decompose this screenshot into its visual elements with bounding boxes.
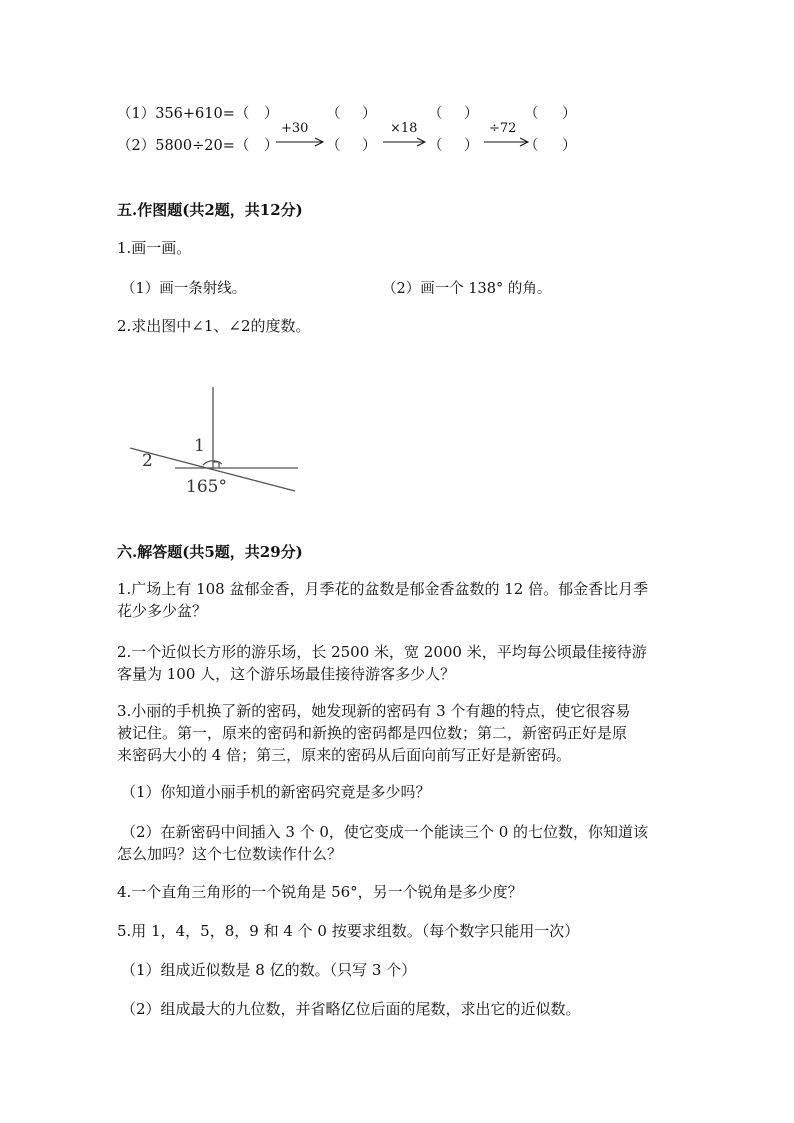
- row2-blank4-close: ）: [562, 138, 577, 154]
- s5-q2: 2.求出图中∠1、∠2的度数。: [117, 317, 311, 335]
- row2-label: （2）5800÷20=（: [117, 138, 250, 154]
- s6-q3-part2-line2: 怎么加吗？这个七位数读作什么？: [117, 845, 343, 863]
- angle-label-2: 2: [142, 451, 153, 471]
- s6-q5-part1: （1）组成近似数是 8 亿的数。（只写 3 个）: [121, 961, 417, 979]
- op-times-18: ×18: [390, 121, 418, 136]
- s6-q3-part1: （1）你知道小丽手机的新密码究竟是多少吗？: [121, 783, 431, 801]
- angle-label-1: 1: [194, 436, 205, 456]
- row1-blank1-close: ）: [264, 106, 279, 122]
- section6-heading: 六.解答题(共5题，共29分): [117, 543, 303, 561]
- s6-q3-line3: 来密码大小的 4 倍；第三，原来的密码从后面向前写正好是新密码。: [117, 746, 572, 764]
- angle-figure: [120, 385, 310, 500]
- row1-blank3-close: ）: [464, 106, 479, 122]
- row2-blank3-close: ）: [464, 138, 479, 154]
- row1-label: （1）356+610=（: [117, 106, 250, 122]
- s6-q5-part2: （2）组成最大的九位数，并省略亿位后面的尾数，求出它的近似数。: [121, 1000, 581, 1018]
- s6-q3-line2: 被记住。第一，原来的密码和新换的密码都是四位数；第二，新密码正好是原: [117, 724, 628, 742]
- row1-blank4-open: （: [524, 106, 539, 122]
- row2-blank2-close: ）: [362, 138, 377, 154]
- s6-q2-line2: 客量为 100 人，这个游乐场最佳接待游客多少人？: [117, 665, 456, 683]
- row1-blank2-open: （: [326, 106, 341, 122]
- angle-label-165: 165°: [186, 477, 227, 497]
- s6-q1-line2: 花少多少盆？: [117, 602, 208, 620]
- row1-blank4-close: ）: [562, 106, 577, 122]
- op-plus-30: +30: [281, 121, 309, 136]
- op-divide-72: ÷72: [489, 121, 517, 136]
- s6-q3-line1: 3.小丽的手机换了新的密码，她发现新的密码有 3 个有趣的特点，使它很容易: [117, 702, 631, 720]
- row2-blank4-open: （: [524, 138, 539, 154]
- s6-q1-line1: 1.广场上有 108 盆郁金香，月季花的盆数是郁金香盆数的 12 倍。郁金香比月季: [117, 580, 649, 598]
- chain-arrows: [0, 0, 794, 200]
- s5-q1-part2: （2）画一个 138° 的角。: [382, 281, 552, 297]
- row2-blank2-open: （: [326, 138, 341, 154]
- s6-q3-part2-line1: （2）在新密码中间插入 3 个 0，使它变成一个能读三个 0 的七位数，你知道该: [121, 823, 649, 841]
- s6-q4: 4.一个直角三角形的一个锐角是 56°，另一个锐角是多少度？: [117, 883, 523, 901]
- row2-blank1-close: ）: [264, 138, 279, 154]
- section5-heading: 五.作图题(共2题，共12分): [117, 201, 303, 219]
- row2-blank3-open: （: [428, 138, 443, 154]
- row1-blank2-close: ）: [362, 106, 377, 122]
- s5-q1: 1.画一画。: [117, 239, 192, 257]
- s6-q2-line1: 2.一个近似长方形的游乐场，长 2500 米，宽 2000 米，平均每公顷最佳接待游: [117, 643, 647, 661]
- s6-q5: 5.用 1，4，5，8，9 和 4 个 0 按要求组数。（每个数字只能用一次）: [117, 922, 580, 940]
- right-angle-mark: [213, 462, 219, 468]
- row1-blank3-open: （: [428, 106, 443, 122]
- s5-q1-part1: （1）画一条射线。: [121, 281, 247, 297]
